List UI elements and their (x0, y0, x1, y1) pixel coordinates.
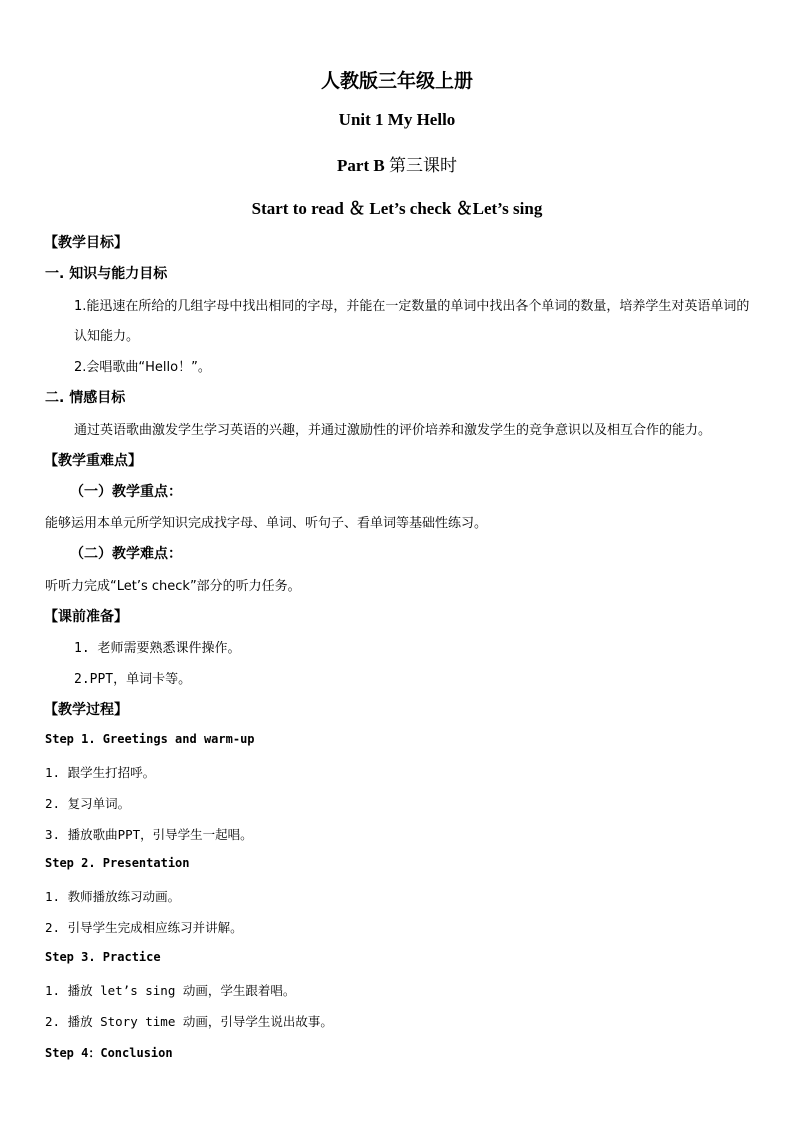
knowledge-goal-item-1-text: 1.能迅速在所给的几组字母中找出相同的字母，并能在一定数量的单词中找出各个单词的数量，培养学生对英语单词的认知能力。 (74, 299, 750, 344)
knowledge-goal-item-2: 2.会唱歌曲“Hello！”。 (74, 360, 211, 375)
step-1-heading: Step 1. Greetings and warm-up (45, 732, 255, 746)
step-3-item: 1. 播放 let’s sing 动画，学生跟着唱。 (45, 983, 296, 998)
objectives-heading: 【教学目标】 (44, 235, 128, 251)
part-title (0, 151, 794, 176)
knowledge-goal-item-1 (74, 292, 754, 352)
knowledge-goal-heading: 一. 知识与能力目标 (45, 266, 168, 282)
key-point-text: 能够运用本单元所学知识完成找字母、单词、听句子、看单词等基础性练习。 (45, 516, 488, 531)
lesson-label: 第三课时 (384, 156, 457, 175)
key-point-heading: （一）教学重点： (70, 484, 182, 500)
emotion-goal-heading: 二. 情感目标 (45, 390, 126, 406)
step-4-heading: Step 4：Conclusion (45, 1046, 173, 1060)
preparation-heading: 【课前准备】 (44, 609, 128, 625)
step-1-item: 2. 复习单词。 (45, 796, 131, 811)
step-2-heading: Step 2. Presentation (45, 856, 190, 870)
step-1-item: 1. 跟学生打招呼。 (45, 765, 156, 780)
step-1-item: 3. 播放歌曲PPT，引导学生一起唱。 (45, 827, 253, 842)
difficulty-text: 听听力完成“Let’s check”部分的听力任务。 (45, 579, 301, 594)
emotion-goal-text: 通过英语歌曲激发学生学习英语的兴趣，并通过激励性的评价培养和激发学生的竞争意识以及相互合作的能力。 (74, 423, 712, 438)
unit-title: Unit 1 My Hello (338, 110, 456, 129)
step-2-item: 1. 教师播放练习动画。 (45, 889, 181, 904)
part-label: Part B (337, 156, 385, 175)
process-heading: 【教学过程】 (44, 702, 128, 718)
step-3-heading: Step 3. Practice (45, 950, 161, 964)
step-3-item: 2. 播放 Story time 动画，引导学生说出故事。 (45, 1014, 333, 1029)
preparation-item-2: 2.PPT，单词卡等。 (74, 672, 192, 687)
difficulty-heading: （二）教学难点： (70, 546, 182, 562)
lesson-subtitle: Start to read ＆ Let’s check ＆Let’s sing (251, 199, 543, 218)
document-title: 人教版三年级上册 (320, 71, 473, 92)
step-2-item: 2. 引导学生完成相应练习并讲解。 (45, 920, 243, 935)
preparation-item-1: 1. 老师需要熟悉课件操作。 (74, 641, 241, 656)
key-difficult-heading: 【教学重难点】 (44, 453, 142, 469)
